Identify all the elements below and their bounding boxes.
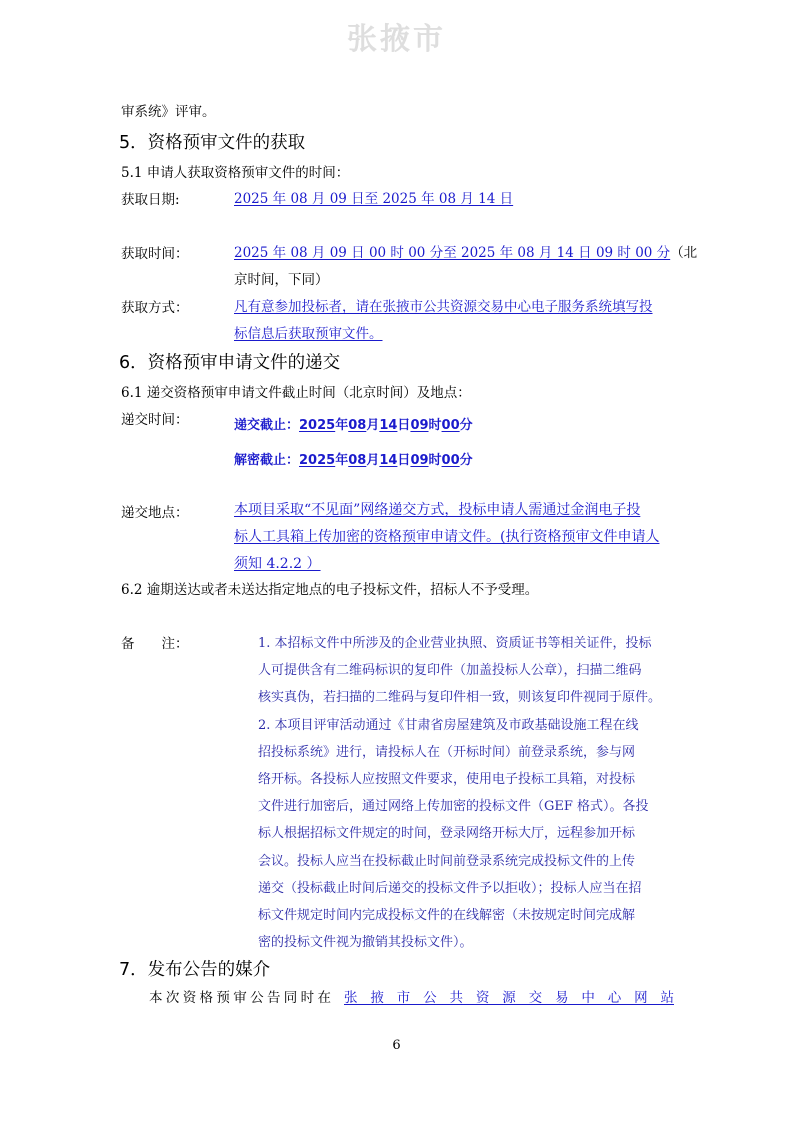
- remark-line: 密的投标文件视为撤销其投标文件）。: [258, 935, 473, 951]
- remark-line: 标文件规定时间内完成投标文件的在线解密（未按规定时间完成解: [258, 908, 636, 924]
- time-value-tail: （北: [670, 245, 698, 261]
- decrypt-month: 08: [348, 453, 367, 468]
- page-number: 6: [392, 1038, 401, 1053]
- remark-line: 文件进行加密后，通过网络上传加密的投标文件（GEF 格式）。各投: [258, 799, 649, 815]
- remark-line: 会议。投标人应当在投标截止时间前登录系统完成投标文件的上传: [258, 853, 636, 869]
- deadline-prefix: 递交截止：: [234, 418, 300, 433]
- remark-body: [258, 630, 683, 956]
- deadline-year-unit: 年: [335, 418, 349, 433]
- remark-line: 2. 本项目评审活动通过《甘肃省房屋建筑及市政基础设施工程在线: [258, 717, 639, 733]
- watermark: 张掖市: [347, 22, 446, 57]
- remark-line: 络开标。各投标人应按照文件要求，使用电子投标工具箱，对投标: [258, 772, 636, 788]
- decrypt-day-unit: 日: [397, 453, 411, 468]
- date-label: 获取日期:: [121, 192, 180, 208]
- remark-line: 1. 本招标文件中所涉及的企业营业执照、资质证书等相关证件，投标: [258, 636, 652, 651]
- section5-heading: 5．资格预审文件的获取: [119, 133, 306, 153]
- remark-line: 人可提供含有二维码标识的复印件（加盖投标人公章），扫描二维码: [258, 663, 642, 679]
- decrypt-hour-unit: 时: [428, 453, 442, 468]
- remark-line: 标人根据招标文件规定的时间，登录网络开标大厅，远程参加开标: [258, 826, 636, 842]
- decrypt-hour: 09: [410, 453, 429, 468]
- method-line1: 凡有意参加投标者，请在张掖市公共资源交易中心电子服务系统填写投: [234, 299, 653, 315]
- section7-heading: 7．发布公告的媒介: [119, 960, 271, 980]
- deadline-year: 2025: [299, 418, 336, 433]
- method-line2: 标信息后获取预审文件。: [234, 326, 383, 342]
- method-value: [234, 294, 679, 348]
- decrypt-day: 14: [379, 453, 398, 468]
- remark-line: 递交（投标截止时间后递交的投标文件予以拒收）；投标人应当在招: [258, 880, 642, 896]
- place-value: [234, 497, 679, 578]
- deadline-hour: 09: [410, 418, 429, 433]
- section6-sub2: 6.2 逾期送达或者未送达指定地点的电子投标文件，招标人不予受理。: [121, 582, 539, 598]
- time-value-line2: 京时间，下同）: [234, 272, 329, 288]
- decrypt-minute: 00: [441, 453, 460, 468]
- place-line3: 须知 4.2.2 ）: [234, 556, 321, 572]
- decrypt-year: 2025: [299, 453, 336, 468]
- deadline-day: 14: [379, 418, 398, 433]
- deadline-minute-unit: 分: [459, 418, 473, 433]
- place-label: 递交地点：: [121, 505, 189, 521]
- decrypt-month-unit: 月: [366, 453, 380, 468]
- decrypt-minute-unit: 分: [459, 453, 473, 468]
- decrypt-prefix: 解密截止：: [234, 453, 300, 468]
- date-value: [234, 186, 679, 213]
- lead-line: 审系统》评审。: [121, 104, 216, 120]
- section6-sub: 6.1 递交资格预审申请文件截止时间（北京时间）及地点：: [121, 385, 471, 401]
- deadline-day-unit: 日: [397, 418, 411, 433]
- remark-line: 核实真伪，若扫描的二维码与复印件相一致，则该复印件视同于原件。: [258, 690, 662, 706]
- decrypt-year-unit: 年: [335, 453, 349, 468]
- time-value: [234, 240, 698, 294]
- submit-label: 递交时间：: [121, 412, 189, 428]
- method-label: 获取方式：: [121, 300, 189, 316]
- deadline-minute: 00: [441, 418, 460, 433]
- section7-line-prefix: 本次资格预审公告同时在: [149, 990, 331, 1006]
- deadline-month: 08: [348, 418, 367, 433]
- section6-heading: 6．资格预审申请文件的递交: [119, 353, 341, 373]
- time-value-link: 2025 年 08 月 09 日 00 时 00 分至 2025 年 08 月 14 日 09 时 00 分: [234, 245, 671, 261]
- place-line2: 标人工具箱上传加密的资格预审申请文件。(执行资格预审文件申请人: [234, 529, 660, 545]
- remark-label: 备 注：: [121, 636, 189, 652]
- date-value-text: 2025 年 08 月 09 日至 2025 年 08 月 14 日: [234, 191, 514, 207]
- remark-line: 招投标系统》进行，请投标人在（开标时间）前登录系统，参与网: [258, 744, 636, 760]
- place-line1: 本项目采取“不见面”网络递交方式，投标申请人需通过金润电子投: [234, 502, 641, 518]
- time-label: 获取时间：: [121, 246, 189, 262]
- deadline-month-unit: 月: [366, 418, 380, 433]
- deadline-line: [234, 414, 473, 433]
- deadline-hour-unit: 时: [428, 418, 442, 433]
- decrypt-line: [234, 449, 473, 468]
- section5-sub: 5.1 申请人获取资格预审文件的时间：: [121, 165, 350, 181]
- section7-line-link[interactable]: 张掖市公共资源交易中心网站: [344, 990, 674, 1006]
- section7-line: [149, 988, 674, 1008]
